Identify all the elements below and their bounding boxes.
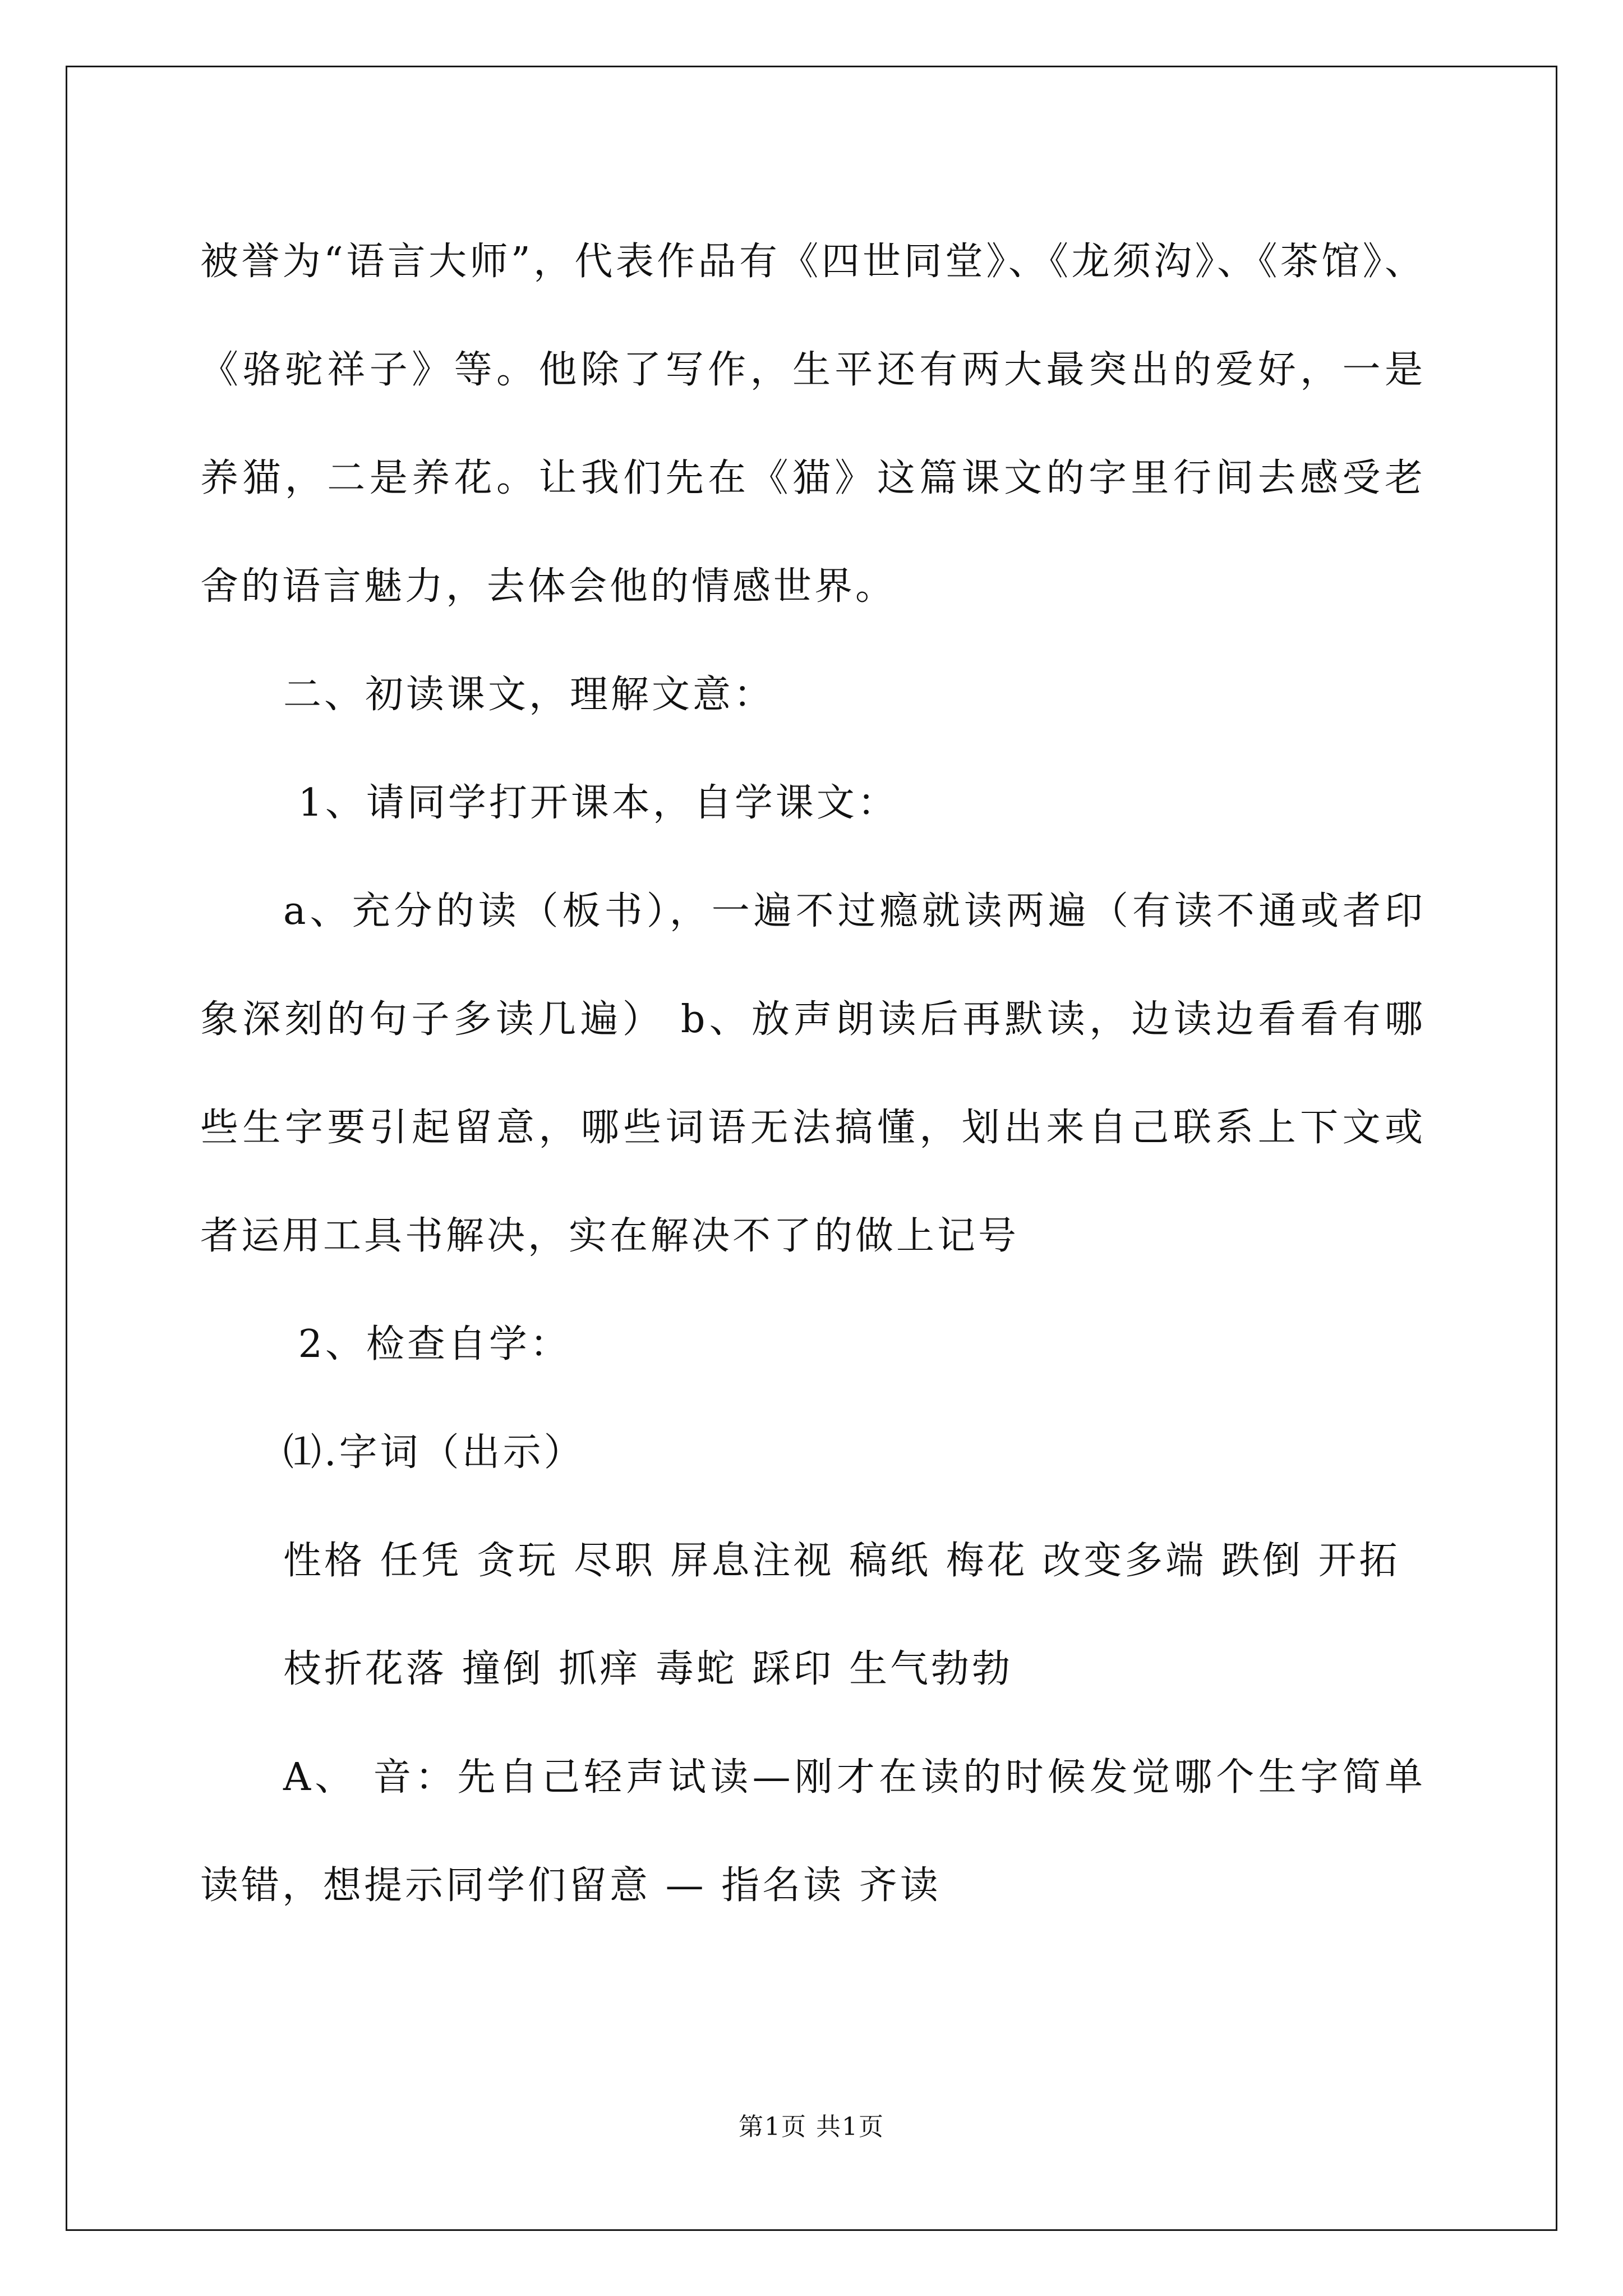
paragraph-step-2: 2、检查自学： (283, 1322, 571, 1366)
paragraph-step-1: 1、请同学打开课本，自学课文： (283, 781, 898, 825)
paragraph-section-heading: 二、初读课文，理解文意： (283, 673, 775, 717)
paragraph-vocab-list-2: 枝折花落 撞倒 抓痒 毒蛇 踩印 生气勃勃 (283, 1647, 1013, 1691)
paragraph-reading-instructions: a、充分的读（板书），一遍不过瘾就读两遍（有读不通或者印象深刻的句子多读几遍） b、放声朗读后再默读，边读边看看有哪些生字要引起留意，哪些词语无法搞懂，划出来自己联系上下文或者运用工具书解决，实在解决不了的做上记号 (200, 889, 1426, 1258)
page-footer: 第1页 共1页 (739, 2113, 884, 2141)
document-body (200, 208, 1426, 1940)
paragraph-vocab-list-1: 性格 任凭 贪玩 尽职 屏息注视 稿纸 梅花 改变多端 跌倒 开拓 (283, 1539, 1400, 1583)
paragraph-intro: 被誉为“语言大师”，代表作品有《四世同堂》、《龙须沟》、《茶馆》、《骆驼祥子》等。他除了写作，生平还有两大最突出的爱好，一是养猫，二是养花。让我们先在《猫》这篇课文的字里行间去感受老舍的语言魅力，去体会他的情感世界。 (200, 240, 1426, 609)
paragraph-vocab-heading: ⑴.字词（出示） (283, 1430, 585, 1475)
paragraph-pronunciation: A、 音：先自己轻声试读—刚才在读的时候发觉哪个生字简单读错，想提示同学们留意 — 指名读 齐读 (200, 1755, 1426, 1908)
